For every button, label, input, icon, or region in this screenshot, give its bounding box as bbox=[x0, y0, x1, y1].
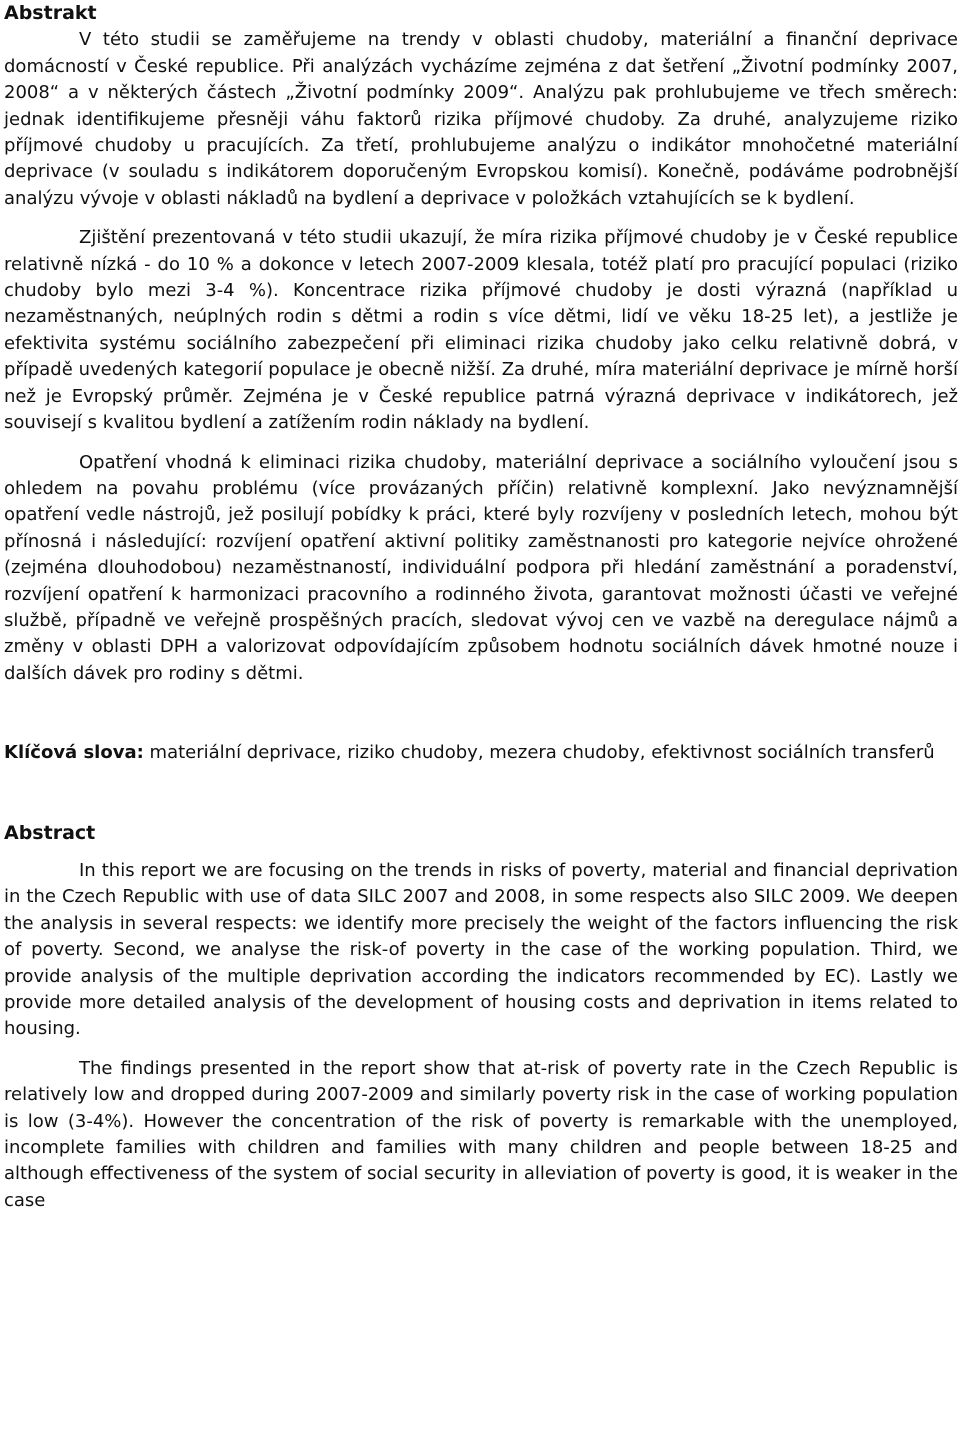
keywords bbox=[4, 740, 958, 766]
english-abstract-section bbox=[4, 820, 958, 1215]
english-abstract-heading: Abstract bbox=[4, 821, 96, 844]
english-paragraph-1: In this report we are focusing on the trends in risks of poverty, material and financial deprivation in the Czech Republic with use of data SILC 2007 and 2008, in some respects also SILC 2009. We deepen the analysis in several respects: we identify more precisely the weight of the factors influencing the risk of poverty. Second, we analyse the risk-of poverty in the case of the working population. Third, we provide analysis of the multiple deprivation according the indicators recommended by EC). Lastly we provide more detailed analysis of the development of housing costs and deprivation in items related to housing. bbox=[4, 859, 958, 1040]
english-abstract-body bbox=[4, 858, 958, 1214]
czech-paragraph-3: Opatření vhodná k eliminaci rizika chudoby, materiální deprivace a sociálního vyloučení jsou s ohledem na povahu problému (více provázaných příčin) relativně komplexní. Jako nevýznamnější opatření vedle nástrojů, jež posilují pobídky k práci, které byly rozvíjeny v posledních letech, mohou být přínosná i následující: rozvíjení opatření aktivní politiky zaměstnanosti pro kategorie nejvíce ohrožené (zejména dlouhodobou) nezaměstnaností, individuální podpora při hledání zaměstnání a poradenství, rozvíjení opatření k harmonizaci pracovního a rodinného života, garantovat možnosti účasti ve veřejné službě, případně ve veřejně prospěšných pracích, sledovat vývoj cen ve vazbě na deregulace nájmů a změny v oblasti DPH a valorizovat odpovídajícím způsobem hodnotu sociálních dávek hmotné nouze i dalších dávek pro rodiny s dětmi. bbox=[4, 451, 958, 684]
keywords-text: materiální deprivace, riziko chudoby, mezera chudoby, efektivnost sociálních transferů bbox=[143, 742, 935, 764]
czech-abstract-body bbox=[4, 27, 958, 687]
czech-abstract-section bbox=[4, 0, 958, 767]
keywords-label: Klíčová slova: bbox=[4, 742, 144, 764]
czech-abstract-heading: Abstrakt bbox=[4, 2, 97, 24]
czech-paragraph-1: V této studii se zaměřujeme na trendy v oblasti chudoby, materiální a finanční deprivace domácností v České republice. Při analýzách vycházíme zejména z dat šetření „Životní podmínky 2007, 2008“ a v některých částech „Životní podmínky 2009“. Analýzu pak prohlubujeme ve třech směrech: jednak identifikujeme přesněji váhu faktorů rizika příjmové chudoby. Za druhé, analyzujeme riziko příjmové chudoby u pracujících. Za třetí, prohlubujeme analýzu o indikátor mnohočetné materiální deprivace (v souladu s indikátorem doporučeným Evropskou komisí). Konečně, podáváme podrobnější analýzu vývoje v oblasti nákladů na bydlení a deprivace v položkách vztahujících se k bydlení. bbox=[4, 29, 958, 209]
english-paragraph-2: The findings presented in the report show that at-risk of poverty rate in the Czech Republic is relatively low and dropped during 2007-2009 and similarly poverty risk in the case of working population is low (3-4%). However the concentration of the risk of poverty is remarkable with the unemployed, incomplete families with children and families with many children and people between 18-25 and although effectiveness of the system of social security in alleviation of poverty is good, it is weaker in the case bbox=[4, 1057, 958, 1211]
czech-paragraph-2: Zjištění prezentovaná v této studii ukazují, že míra rizika příjmové chudoby je v České republice relativně nízká - do 10 % a dokonce v letech 2007-2009 klesala, totéž platí pro pracující populaci (riziko chudoby bylo mezi 3-4 %). Koncentrace rizika příjmové chudoby je dosti výrazná (například u nezaměstnaných, neúplných rodin s dětmi a rodin s více dětmi, lidí ve věku 18-25 let), a jestliže je efektivita systému sociálního zabezpečení při eliminaci rizika chudoby jako celku relativně dobrá, v případě uvedených kategorií populace je obecně nižší. Za druhé, míra materiální deprivace je mírně horší než je Evropský průměr. Zejména je v České republice patrná výrazná deprivace v indikátorech, jež souvisejí s kvalitou bydlení a zatížením rodin náklady na bydlení. bbox=[4, 227, 958, 434]
